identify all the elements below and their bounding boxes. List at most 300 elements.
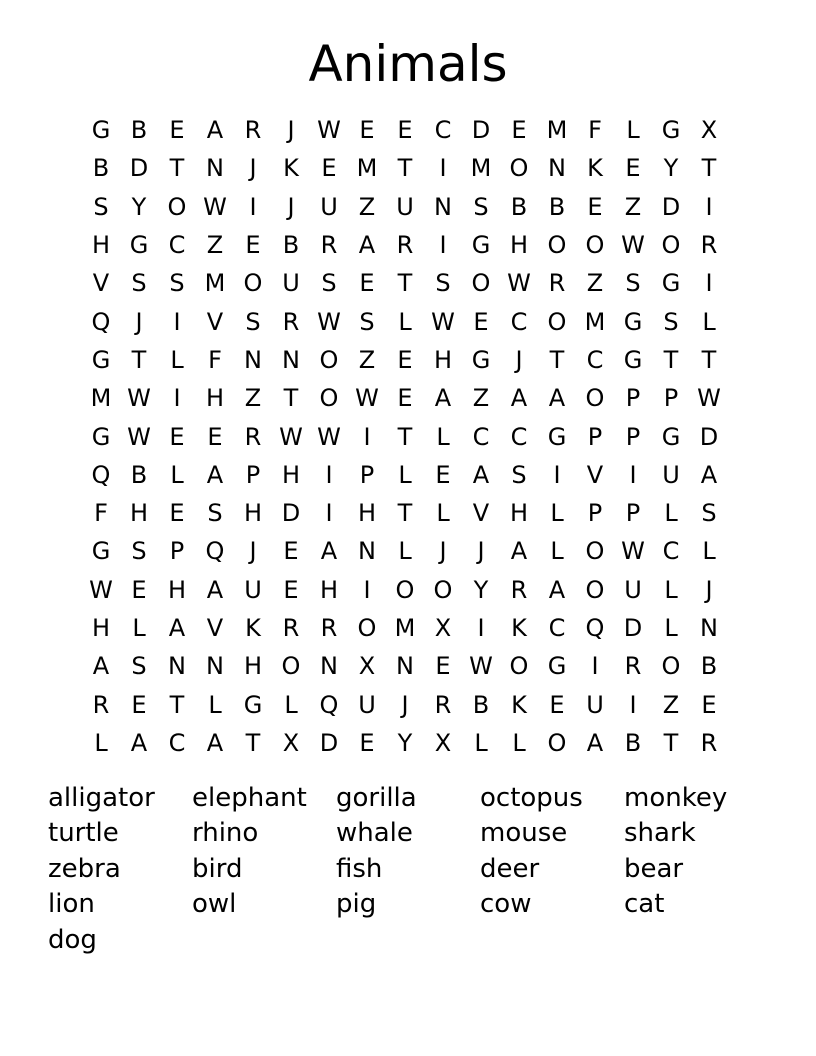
grid-letter: O xyxy=(509,154,529,183)
grid-letter: Q xyxy=(91,307,111,336)
grid-letter: I xyxy=(439,231,447,260)
grid-letter: Y xyxy=(473,575,489,604)
grid-letter: W xyxy=(431,307,455,336)
grid-letter: I xyxy=(363,575,371,604)
grid-letter: X xyxy=(282,728,300,757)
grid-letter: E xyxy=(245,231,261,260)
grid-letter: N xyxy=(358,537,376,566)
grid-letter: I xyxy=(325,460,333,489)
grid-row xyxy=(82,188,728,226)
grid-letter: Y xyxy=(397,728,413,757)
grid-row xyxy=(82,264,728,302)
grid-letter: T xyxy=(245,728,261,757)
grid-letter: Z xyxy=(206,231,224,260)
grid-letter: L xyxy=(170,460,184,489)
grid-letter: O xyxy=(509,652,529,681)
grid-letter: R xyxy=(244,116,262,145)
grid-letter: O xyxy=(243,269,263,298)
grid-letter: L xyxy=(398,537,412,566)
grid-letter: C xyxy=(548,614,566,642)
grid-letter: R xyxy=(320,614,338,642)
grid-letter: W xyxy=(127,422,151,451)
grid-letter: G xyxy=(471,231,491,260)
grid-letter: P xyxy=(625,422,641,451)
grid-letter: W xyxy=(89,575,113,604)
grid-letter: T xyxy=(397,499,413,528)
grid-letter: T xyxy=(131,345,147,374)
grid-letter: M xyxy=(394,614,416,642)
grid-letter: U xyxy=(320,192,338,221)
grid-letter: D xyxy=(471,116,491,145)
word-list-item: bird xyxy=(192,853,243,884)
grid-letter: E xyxy=(283,537,299,566)
grid-letter: B xyxy=(282,231,300,260)
grid-letter: G xyxy=(623,307,643,336)
grid-letter: L xyxy=(664,499,678,528)
grid-letter: P xyxy=(359,460,375,489)
grid-letter: K xyxy=(283,154,299,183)
grid-letter: L xyxy=(474,728,488,757)
grid-letter: L xyxy=(550,537,564,566)
grid-letter: O xyxy=(319,345,339,374)
word-list-item: gorilla xyxy=(336,782,417,813)
word-list-item: whale xyxy=(336,818,413,849)
grid-letter: L xyxy=(398,460,412,489)
grid-letter: R xyxy=(434,690,452,719)
grid-letter: S xyxy=(625,269,641,298)
grid-letter: P xyxy=(625,384,641,413)
grid-letter: S xyxy=(359,307,375,336)
grid-row xyxy=(82,226,728,264)
grid-letter: C xyxy=(168,728,186,757)
grid-letter: P xyxy=(663,384,679,413)
grid-letter: H xyxy=(509,231,529,260)
grid-letter: N xyxy=(320,652,338,681)
grid-letter: G xyxy=(623,345,643,374)
grid-letter: C xyxy=(434,116,452,145)
word-list-item: lion xyxy=(48,889,95,920)
grid-letter: E xyxy=(473,307,489,336)
grid-letter: L xyxy=(702,537,716,566)
grid-letter: I xyxy=(591,652,599,681)
grid-letter: H xyxy=(281,460,301,489)
grid-letter: H xyxy=(243,652,263,681)
grid-letter: C xyxy=(510,307,528,336)
grid-letter: H xyxy=(509,499,529,528)
grid-row xyxy=(82,417,728,455)
grid-letter: C xyxy=(510,422,528,451)
grid-letter: U xyxy=(396,192,414,221)
grid-letter: A xyxy=(358,231,376,260)
word-list-item: bear xyxy=(624,853,684,884)
grid-letter: J xyxy=(477,537,485,566)
grid-letter: I xyxy=(325,499,333,528)
grid-letter: P xyxy=(625,499,641,528)
word-list xyxy=(48,780,768,958)
grid-letter: B xyxy=(624,728,642,757)
grid-letter: O xyxy=(585,231,605,260)
grid-letter: D xyxy=(129,154,149,183)
grid-letter: L xyxy=(208,690,222,719)
word-list-item: elephant xyxy=(192,782,307,813)
grid-letter: G xyxy=(661,116,681,145)
grid-letter: R xyxy=(510,575,528,604)
grid-letter: W xyxy=(355,384,379,413)
grid-letter: T xyxy=(701,154,717,183)
grid-letter: E xyxy=(511,116,527,145)
grid-letter: Z xyxy=(472,384,490,413)
grid-letter: K xyxy=(587,154,603,183)
grid-letter: O xyxy=(167,192,187,221)
grid-letter: R xyxy=(320,231,338,260)
grid-letter: M xyxy=(546,116,568,145)
grid-letter: E xyxy=(283,575,299,604)
grid-letter: O xyxy=(585,384,605,413)
grid-letter: V xyxy=(92,269,110,298)
grid-letter: U xyxy=(624,575,642,604)
word-list-item: mouse xyxy=(480,818,568,849)
grid-letter: V xyxy=(206,307,224,336)
grid-letter: O xyxy=(661,231,681,260)
grid-letter: E xyxy=(397,384,413,413)
grid-letter: O xyxy=(547,307,567,336)
grid-letter: E xyxy=(397,345,413,374)
grid-letter: N xyxy=(434,192,452,221)
puzzle-title: Animals xyxy=(308,35,508,93)
grid-letter: O xyxy=(585,575,605,604)
grid-letter: G xyxy=(661,422,681,451)
word-list-item: deer xyxy=(480,853,540,884)
grid-letter: I xyxy=(553,460,561,489)
grid-letter: S xyxy=(169,269,185,298)
word-list-item: monkey xyxy=(624,782,728,813)
grid-letter: D xyxy=(623,614,643,642)
grid-letter: A xyxy=(700,460,718,489)
grid-letter: W xyxy=(203,192,227,221)
grid-letter: B xyxy=(472,690,490,719)
grid-letter: R xyxy=(92,690,110,719)
grid-letter: A xyxy=(472,460,490,489)
grid-letter: L xyxy=(664,614,678,642)
word-list-item: fish xyxy=(336,853,383,884)
word-list-item: zebra xyxy=(48,853,121,884)
grid-row xyxy=(82,379,728,417)
grid-letter: M xyxy=(470,154,492,183)
grid-letter: N xyxy=(396,652,414,681)
grid-row xyxy=(82,609,728,647)
grid-letter: U xyxy=(662,460,680,489)
grid-letter: Y xyxy=(131,192,147,221)
grid-letter: L xyxy=(94,728,108,757)
grid-letter: S xyxy=(131,537,147,566)
grid-letter: T xyxy=(397,422,413,451)
grid-letter: R xyxy=(700,231,718,260)
grid-letter: W xyxy=(127,384,151,413)
grid-letter: G xyxy=(547,422,567,451)
grid-letter: A xyxy=(130,728,148,757)
grid-letter: H xyxy=(205,384,225,413)
grid-letter: J xyxy=(287,116,295,145)
grid-letter: M xyxy=(204,269,226,298)
grid-row xyxy=(82,647,728,685)
grid-letter: B xyxy=(92,154,110,183)
grid-letter: A xyxy=(510,537,528,566)
grid-letter: G xyxy=(91,345,111,374)
grid-letter: Q xyxy=(91,460,111,489)
grid-letter: X xyxy=(700,116,718,145)
grid-letter: G xyxy=(129,231,149,260)
grid-letter: S xyxy=(701,499,717,528)
grid-letter: O xyxy=(585,537,605,566)
grid-letter: L xyxy=(436,422,450,451)
word-list-item: cat xyxy=(624,889,665,920)
grid-letter: X xyxy=(434,728,452,757)
grid-row xyxy=(82,341,728,379)
grid-row xyxy=(82,571,728,609)
grid-letter: G xyxy=(243,690,263,719)
grid-letter: B xyxy=(700,652,718,681)
grid-letter: S xyxy=(511,460,527,489)
grid-letter: O xyxy=(547,231,567,260)
grid-row xyxy=(82,456,728,494)
grid-letter: G xyxy=(661,269,681,298)
grid-letter: B xyxy=(510,192,528,221)
grid-letter: N xyxy=(206,652,224,681)
grid-letter: S xyxy=(131,269,147,298)
grid-letter: N xyxy=(206,154,224,183)
grid-letter: W xyxy=(317,307,341,336)
grid-letter: L xyxy=(398,307,412,336)
grid-letter: S xyxy=(435,269,451,298)
letter-grid xyxy=(82,111,728,762)
grid-letter: W xyxy=(697,384,721,413)
grid-letter: J xyxy=(515,345,523,374)
grid-letter: L xyxy=(436,499,450,528)
grid-letter: M xyxy=(584,307,606,336)
grid-letter: T xyxy=(397,269,413,298)
grid-letter: O xyxy=(471,269,491,298)
grid-letter: L xyxy=(626,116,640,145)
grid-letter: W xyxy=(317,422,341,451)
grid-letter: B xyxy=(130,116,148,145)
word-list-item: octopus xyxy=(480,782,583,813)
grid-letter: A xyxy=(168,614,186,642)
grid-letter: L xyxy=(512,728,526,757)
grid-letter: T xyxy=(701,345,717,374)
grid-letter: U xyxy=(358,690,376,719)
grid-letter: L xyxy=(702,307,716,336)
grid-letter: X xyxy=(434,614,452,642)
grid-letter: O xyxy=(357,614,377,642)
grid-letter: E xyxy=(435,460,451,489)
word-list-item: rhino xyxy=(192,818,259,849)
grid-letter: A xyxy=(434,384,452,413)
word-list-row xyxy=(48,816,768,852)
grid-letter: A xyxy=(320,537,338,566)
grid-letter: Q xyxy=(319,690,339,719)
grid-letter: G xyxy=(91,116,111,145)
grid-letter: J xyxy=(439,537,447,566)
grid-letter: F xyxy=(208,345,222,374)
word-list-row xyxy=(48,887,768,923)
grid-letter: N xyxy=(700,614,718,642)
grid-letter: R xyxy=(624,652,642,681)
grid-letter: P xyxy=(245,460,261,489)
grid-letter: O xyxy=(661,652,681,681)
grid-letter: K xyxy=(511,614,527,642)
grid-letter: I xyxy=(629,690,637,719)
grid-letter: E xyxy=(397,116,413,145)
grid-letter: N xyxy=(548,154,566,183)
grid-letter: E xyxy=(701,690,717,719)
grid-letter: S xyxy=(131,652,147,681)
grid-letter: T xyxy=(169,154,185,183)
grid-letter: A xyxy=(206,575,224,604)
grid-letter: A xyxy=(206,460,224,489)
grid-letter: L xyxy=(664,575,678,604)
grid-letter: W xyxy=(279,422,303,451)
grid-letter: T xyxy=(663,345,679,374)
grid-letter: J xyxy=(249,154,257,183)
grid-letter: R xyxy=(548,269,566,298)
grid-letter: E xyxy=(207,422,223,451)
grid-letter: O xyxy=(547,728,567,757)
word-list-row xyxy=(48,922,768,958)
grid-letter: I xyxy=(477,614,485,642)
grid-letter: H xyxy=(433,345,453,374)
grid-letter: O xyxy=(395,575,415,604)
word-list-row xyxy=(48,851,768,887)
grid-letter: N xyxy=(168,652,186,681)
grid-letter: J xyxy=(135,307,143,336)
grid-letter: M xyxy=(90,384,112,413)
grid-letter: H xyxy=(357,499,377,528)
grid-letter: Y xyxy=(663,154,679,183)
grid-row xyxy=(82,302,728,340)
grid-letter: I xyxy=(705,192,713,221)
word-list-item: shark xyxy=(624,818,696,849)
word-list-row xyxy=(48,780,768,816)
grid-letter: U xyxy=(282,269,300,298)
grid-letter: M xyxy=(356,154,378,183)
grid-letter: S xyxy=(93,192,109,221)
word-list-item: turtle xyxy=(48,818,119,849)
grid-letter: J xyxy=(249,537,257,566)
grid-letter: E xyxy=(131,575,147,604)
grid-letter: T xyxy=(397,154,413,183)
grid-letter: F xyxy=(588,116,602,145)
grid-letter: K xyxy=(245,614,261,642)
grid-letter: E xyxy=(169,422,185,451)
grid-letter: E xyxy=(169,499,185,528)
grid-letter: G xyxy=(91,422,111,451)
grid-letter: A xyxy=(586,728,604,757)
grid-letter: B xyxy=(130,460,148,489)
grid-letter: T xyxy=(169,690,185,719)
grid-row xyxy=(82,111,728,149)
grid-letter: P xyxy=(169,537,185,566)
grid-letter: G xyxy=(91,537,111,566)
grid-letter: B xyxy=(548,192,566,221)
grid-letter: E xyxy=(131,690,147,719)
grid-letter: A xyxy=(548,384,566,413)
grid-letter: H xyxy=(91,614,111,642)
grid-letter: O xyxy=(433,575,453,604)
grid-letter: C xyxy=(472,422,490,451)
grid-letter: H xyxy=(129,499,149,528)
grid-letter: S xyxy=(207,499,223,528)
grid-letter: T xyxy=(283,384,299,413)
grid-letter: I xyxy=(439,154,447,183)
grid-letter: W xyxy=(469,652,493,681)
grid-letter: X xyxy=(358,652,376,681)
grid-letter: A xyxy=(510,384,528,413)
grid-letter: S xyxy=(663,307,679,336)
word-list-item: cow xyxy=(480,889,532,920)
grid-letter: L xyxy=(550,499,564,528)
grid-letter: I xyxy=(705,269,713,298)
grid-letter: E xyxy=(321,154,337,183)
grid-letter: D xyxy=(699,422,719,451)
grid-letter: G xyxy=(547,652,567,681)
grid-letter: E xyxy=(625,154,641,183)
grid-letter: H xyxy=(319,575,339,604)
grid-letter: V xyxy=(472,499,490,528)
grid-letter: K xyxy=(511,690,527,719)
word-list-item: owl xyxy=(192,889,237,920)
grid-letter: Z xyxy=(244,384,262,413)
grid-letter: T xyxy=(663,728,679,757)
grid-letter: Z xyxy=(586,269,604,298)
grid-letter: Z xyxy=(358,345,376,374)
grid-letter: R xyxy=(700,728,718,757)
grid-letter: A xyxy=(548,575,566,604)
grid-letter: J xyxy=(401,690,409,719)
grid-letter: W xyxy=(317,116,341,145)
grid-letter: S xyxy=(321,269,337,298)
grid-letter: E xyxy=(359,116,375,145)
grid-letter: N xyxy=(244,345,262,374)
word-list-item: dog xyxy=(48,924,97,955)
grid-letter: Z xyxy=(358,192,376,221)
grid-letter: I xyxy=(363,422,371,451)
grid-letter: S xyxy=(245,307,261,336)
grid-letter: T xyxy=(549,345,565,374)
grid-letter: V xyxy=(206,614,224,642)
grid-letter: Z xyxy=(624,192,642,221)
grid-letter: G xyxy=(471,345,491,374)
grid-letter: C xyxy=(662,537,680,566)
grid-letter: I xyxy=(249,192,257,221)
grid-letter: L xyxy=(170,345,184,374)
grid-letter: S xyxy=(473,192,489,221)
grid-letter: J xyxy=(705,575,713,604)
word-list-item: alligator xyxy=(48,782,155,813)
grid-letter: R xyxy=(282,614,300,642)
grid-letter: P xyxy=(587,499,603,528)
grid-letter: U xyxy=(244,575,262,604)
grid-letter: I xyxy=(173,307,181,336)
grid-letter: H xyxy=(167,575,187,604)
grid-letter: H xyxy=(91,231,111,260)
grid-row xyxy=(82,724,728,762)
grid-letter: R xyxy=(282,307,300,336)
grid-letter: A xyxy=(206,116,224,145)
grid-letter: W xyxy=(621,231,645,260)
grid-letter: D xyxy=(281,499,301,528)
grid-letter: U xyxy=(586,690,604,719)
grid-row xyxy=(82,149,728,187)
